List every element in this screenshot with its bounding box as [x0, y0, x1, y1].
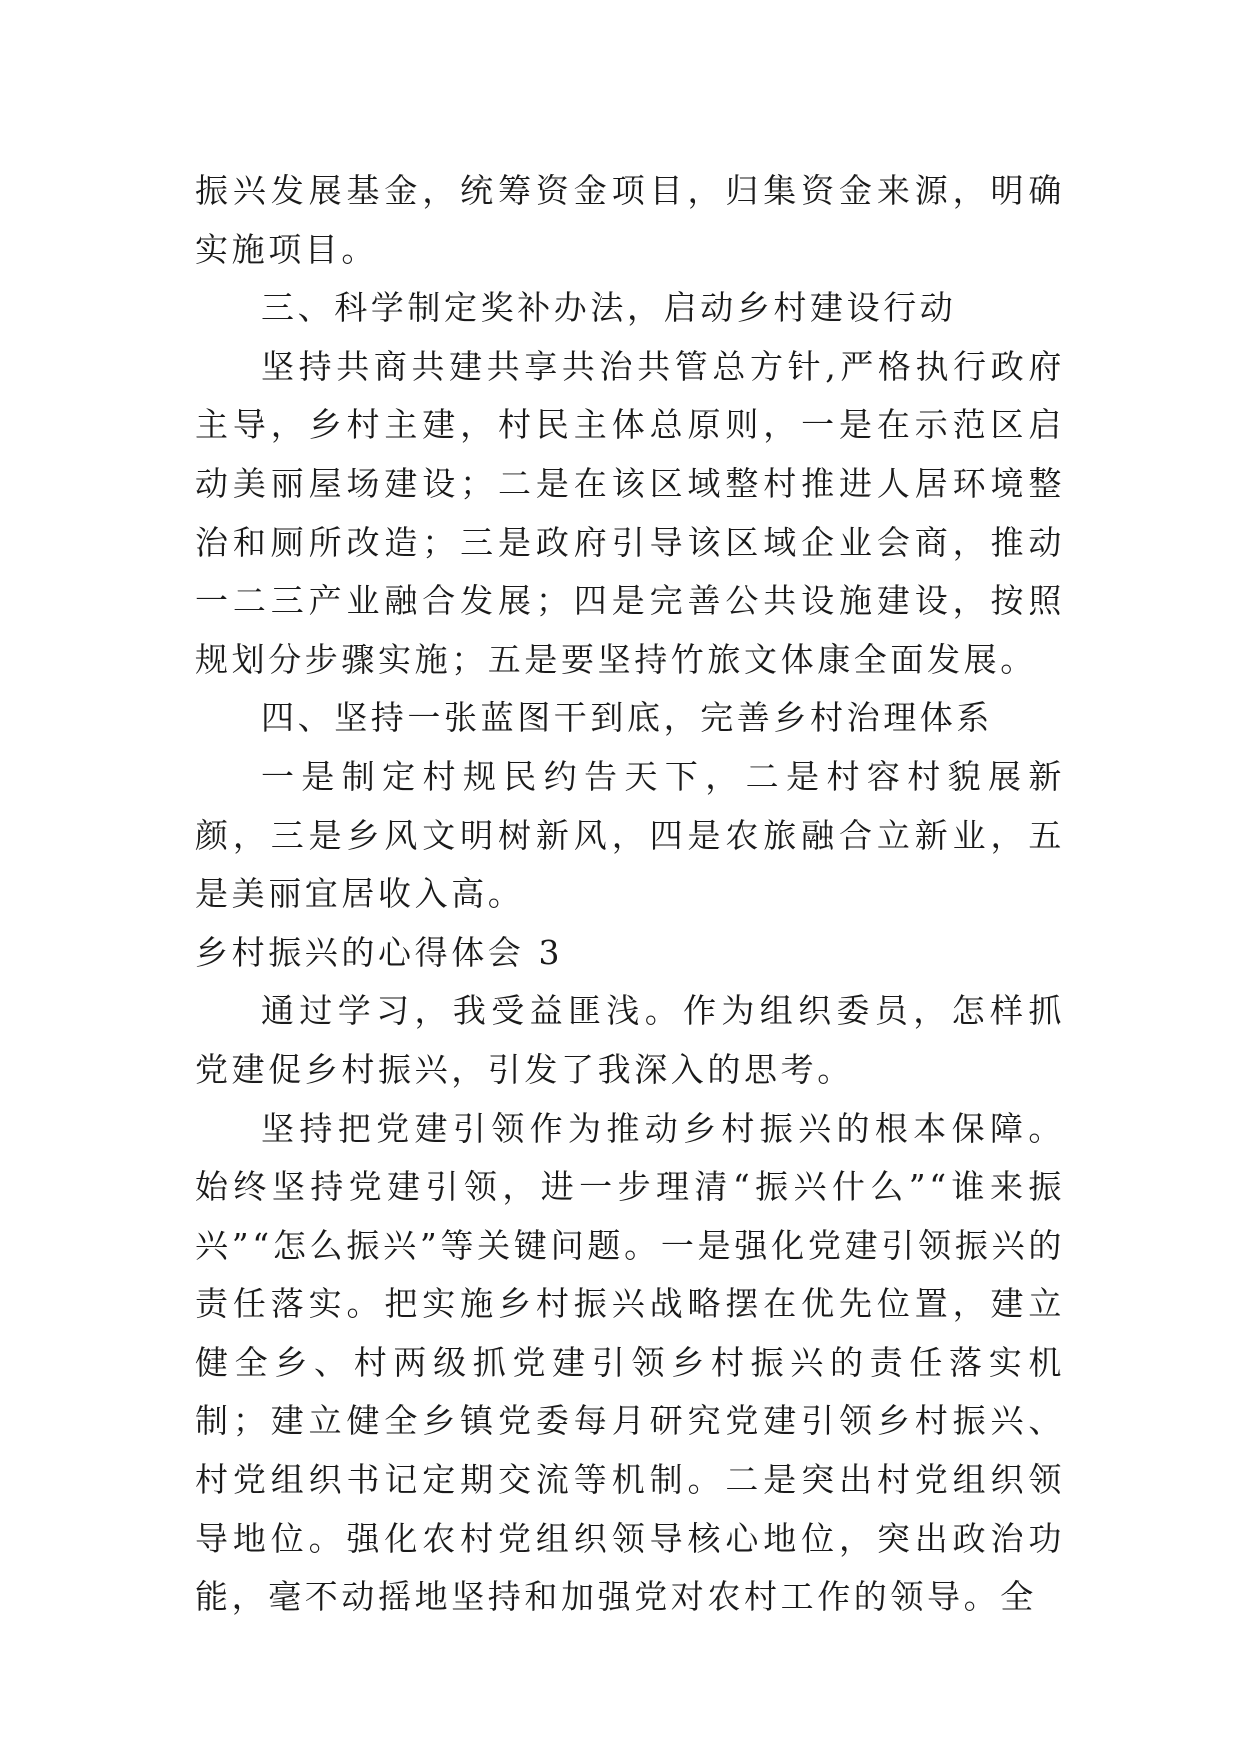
- document-body: [195, 162, 1065, 1627]
- heading-section-3: 三、科学制定奖补办法，启动乡村建设行动: [261, 288, 957, 328]
- paragraph-section-4-body: 一是制定村规民约告天下，二是村容村貌展新颜，三是乡风文明树新风，四是农旅融合立新业，五是美丽宜居收入高。: [195, 756, 1065, 914]
- paragraph-intro: 通过学习，我受益匪浅。作为组织委员，怎样抓党建促乡村振兴，引发了我深入的思考。: [195, 991, 1065, 1089]
- paragraph-continuation: 振兴发展基金，统筹资金项目，归集资金来源，明确实施项目。: [195, 171, 1065, 269]
- paragraph-party-building: 坚持把党建引领作为推动乡村振兴的根本保障。始终坚持党建引领，进一步理清“振兴什么”“谁来振兴”“怎么振兴”等关键问题。一是强化党建引领振兴的责任落实。把实施乡村振兴战略摆在优先位置，建立健全乡、村两级抓党建引领乡村振兴的责任落实机制；建立健全乡镇党委每月研究党建引领乡村振兴、村党组织书记定期交流等机制。二是突出村党组织领导地位。强化农村党组织领导核心地位，突出政治功能，毫不动摇地坚持和加强党对农村工作的领导。全: [195, 1108, 1065, 1617]
- paragraph-section-3-body: 坚持共商共建共享共治共管总方针,严格执行政府主导，乡村主建，村民主体总原则，一是在示范区启动美丽屋场建设；二是在该区域整村推进人居环境整治和厕所改造；三是政府引导该区域企业会商，推动一二三产业融合发展；四是完善公共设施建设，按照规划分步骤实施；五是要坚持竹旅文体康全面发展。: [195, 346, 1065, 679]
- article-title-3: 乡村振兴的心得体会 3: [195, 932, 564, 972]
- heading-section-4: 四、坚持一张蓝图干到底，完善乡村治理体系: [261, 698, 993, 738]
